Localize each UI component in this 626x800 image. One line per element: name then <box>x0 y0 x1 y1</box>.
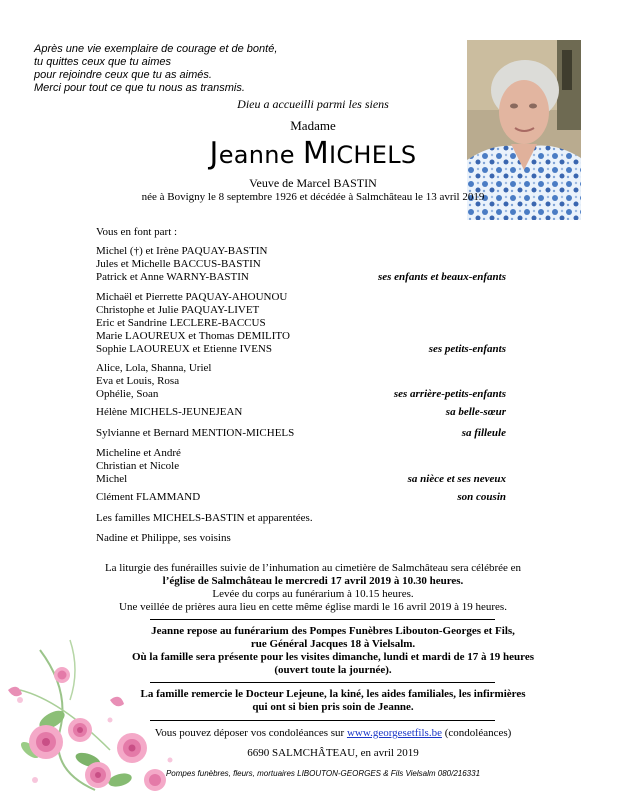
condolences-suffix: (condoléances) <box>441 727 512 739</box>
poem-line: tu quittes ceux que tu aimes <box>34 56 171 68</box>
place-date: 6690 SALMCHÂTEAU, en avril 2019 <box>247 747 419 759</box>
roses-decoration <box>0 630 190 800</box>
family-name: Eric et Sandrine LECLERE-BACCUS <box>96 317 266 329</box>
first-name-rest: eanne <box>218 141 295 169</box>
family-group-grandchildren <box>96 291 506 356</box>
last-name-initial: M <box>302 136 329 171</box>
family-name: Clément FLAMMAND <box>96 491 201 503</box>
relation-label: ses enfants et beaux-enfants <box>377 271 506 283</box>
divider <box>150 720 495 721</box>
divider <box>150 619 495 620</box>
relation-label: ses petits-enfants <box>428 343 506 355</box>
family-group-cousin <box>96 491 506 504</box>
family-group-great-grandchildren <box>96 362 506 401</box>
relation-label: sa belle-sœur <box>445 406 506 418</box>
family-group-families <box>96 512 506 525</box>
family-name: Nadine et Philippe, ses voisins <box>96 532 231 544</box>
roses-icon <box>0 630 190 800</box>
family-name: Hélène MICHELS-JEUNEJEAN <box>96 406 243 418</box>
family-name: Patrick et Anne WARNY-BASTIN <box>96 271 249 283</box>
funeral-home-credit: Pompes funèbres, fleurs, mortuaires LIBOUTON-GEORGES & Fils Vielsalm 080/216331 <box>165 769 481 778</box>
family-name: Michel (†) et Irène PAQUAY-BASTIN <box>96 245 268 257</box>
family-name: Michaël et Pierrette PAQUAY-AHOUNOU <box>96 291 288 303</box>
family-name: Jules et Michelle BACCUS-BASTIN <box>96 258 261 270</box>
relation-label: ses arrière-petits-enfants <box>393 388 506 400</box>
condolences-prefix: Vous pouvez déposer vos condoléances sur <box>154 727 347 739</box>
family-name: Les familles MICHELS-BASTIN et apparentées. <box>96 512 313 524</box>
honorific: Madame <box>290 118 336 133</box>
liturgy-line: Levée du corps au funérarium à 10.15 heures. <box>212 588 414 600</box>
family-name: Christophe et Julie PAQUAY-LIVET <box>96 304 260 316</box>
repose-line: Où la famille sera présente pour les visites dimanche, lundi et mardi de 17 à 19 heures <box>132 651 534 663</box>
relation-label: sa filleule <box>461 427 506 439</box>
poem-line: Après une vie exemplaire de courage et de bonté, <box>34 43 278 55</box>
liturgy-line: La liturgie des funérailles suivie de l’inhumation au cimetière de Salmchâteau sera célébrée en <box>104 562 522 574</box>
welcome-line: Dieu a accueilli parmi les siens <box>237 97 389 111</box>
thanks-line: qui ont si bien pris soin de Jeanne. <box>252 701 414 713</box>
relation-label: son cousin <box>457 491 506 503</box>
repose-line: Jeanne repose au funérarium des Pompes Funèbres Libouton-Georges et Fils, <box>151 625 515 637</box>
family-name: Christian et Nicole <box>96 460 180 472</box>
family-name: Eva et Louis, Rosa <box>96 375 180 387</box>
family-group-sister-in-law <box>96 406 506 419</box>
repose-line: rue Général Jacques 18 à Vielsalm. <box>250 638 416 650</box>
relation-label: sa nièce et ses neveux <box>407 473 506 485</box>
condolences-link[interactable]: www.georgesetfils.be <box>346 727 442 739</box>
poem-line: pour rejoindre ceux que tu as aimés. <box>34 69 212 81</box>
poem <box>34 43 277 95</box>
last-name-rest: ICHELS <box>329 141 417 169</box>
first-name-initial: J <box>209 136 219 171</box>
birth-death-line: née à Bovigny le 8 septembre 1926 et décédée à Salmchâteau le 13 avril 2019 <box>141 191 485 203</box>
deceased-name <box>0 136 626 171</box>
liturgy-info <box>0 562 626 614</box>
repose-line: (ouvert toute la journée). <box>274 664 392 676</box>
family-name: Micheline et André <box>96 447 181 459</box>
family-name: Michel <box>96 473 128 485</box>
poem-line: Merci pour tout ce que tu nous as transmis. <box>34 82 245 94</box>
family-group-children <box>96 245 506 284</box>
family-name: Alice, Lola, Shanna, Uriel <box>96 362 212 374</box>
announce: Vous en font part : <box>96 226 178 238</box>
divider <box>150 682 495 683</box>
family-name: Ophélie, Soan <box>96 388 159 400</box>
family-group-niece-nephews <box>96 447 506 486</box>
family-group-goddaughter <box>96 427 506 440</box>
liturgy-line: Une veillée de prières aura lieu en cette même église mardi le 16 avril 2019 à 19 heures. <box>119 601 507 613</box>
liturgy-line: l’église de Salmchâteau le mercredi 17 avril 2019 à 10.30 heures. <box>162 575 464 587</box>
thanks-line: La famille remercie le Docteur Lejeune, la kiné, les aides familiales, les infirmières <box>140 688 526 700</box>
family-name: Sophie LAOUREUX et Etienne IVENS <box>96 343 272 355</box>
family-group-neighbours <box>96 532 506 545</box>
widow-of: Veuve de Marcel BASTIN <box>249 176 377 190</box>
family-name: Sylvianne et Bernard MENTION-MICHELS <box>96 427 295 439</box>
family-name: Marie LAOUREUX et Thomas DEMILITO <box>96 330 290 342</box>
